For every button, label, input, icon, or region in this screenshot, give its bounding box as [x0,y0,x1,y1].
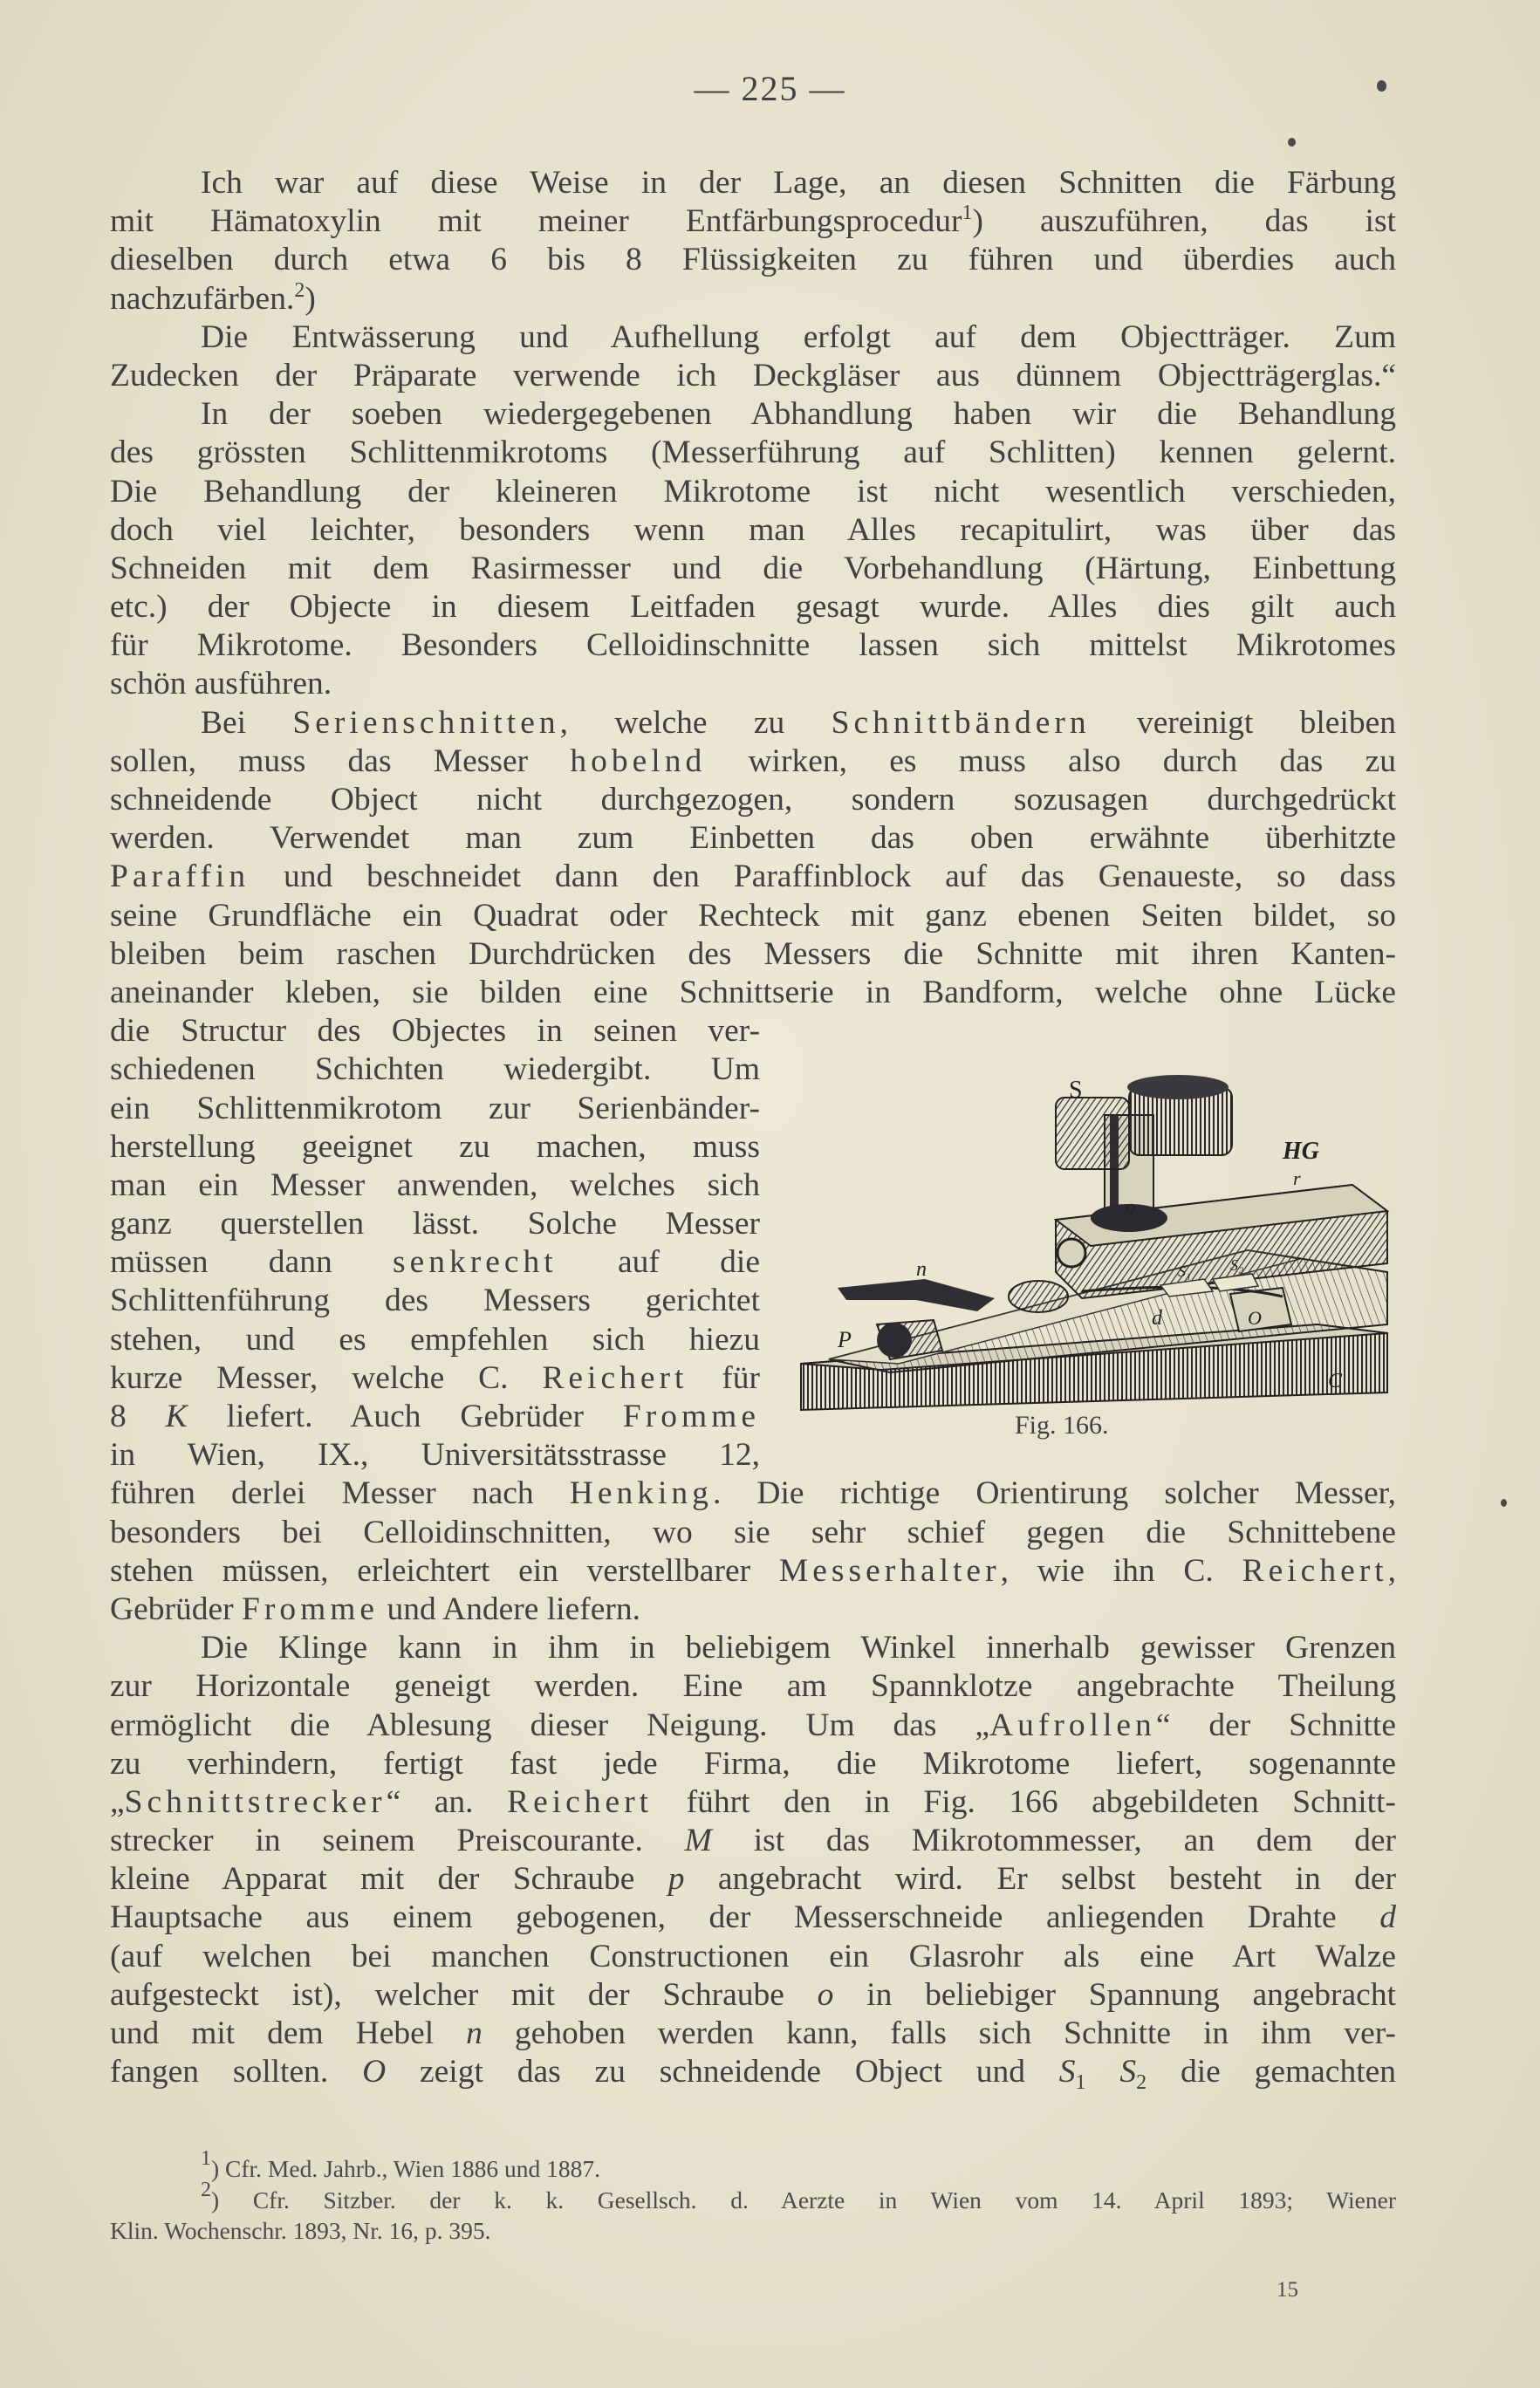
text-line: dieselben durch etwa 6 bis 8 Flüssigkeiten zu führen und überdies auch [110,242,1396,278]
footnote-line: $^1$) Cfr. Med. Jahrb., Wien 1886 und 1887. [201,2147,600,2182]
text-line: Die Klinge kann in ihm in beliebigem Winkel innerhalb gewisser Grenzen [201,1630,1396,1666]
figure-label-s2: S₂ [1230,1256,1244,1274]
figure-166-microtome-knife-holder [794,1063,1392,1438]
text-line: müssen dann senkrecht auf die [110,1244,760,1281]
text-line: zur Horizontale geneigt werden. Eine am Spannklotze angebrachte Theilung [110,1668,1396,1705]
figure-label-s1: S₁ [1178,1262,1192,1280]
ink-speck [1377,80,1386,92]
text-line: werden. Verwendet man zum Einbetten das oben erwähnte überhitzte [110,820,1396,857]
figure-label-r: r [1293,1167,1301,1189]
text-line: herstellung geeignet zu machen, muss [110,1128,760,1165]
text-line: Schlittenführung des Messers gerichtet [110,1283,760,1319]
text-line: führen derlei Messer nach Henking. Die richtige Orientirung solcher Messer, [110,1475,1396,1512]
text-line: Zudecken der Präparate verwende ich Deckgläser aus dünnem Objectträgerglas.“ [110,357,1396,393]
text-line: strecker in seinem Preiscourante. M ist das Mikrotommesser, an dem der [110,1823,1396,1859]
figure-label-d: d [1152,1307,1162,1330]
text-line: Schneiden mit dem Rasirmesser und die Vorbehandlung (Härtung, Einbettung [110,550,1396,586]
figure-label-n: n [916,1258,927,1281]
text-line: kleine Apparat mit der Schraube p angebracht wird. Er selbst besteht in der [110,1861,1397,1898]
text-line: seine Grundfläche ein Quadrat oder Rechteck mit ganz ebenen Seiten bildet, so [110,897,1396,934]
text-line: ein Schlittenmikrotom zur Serienbänder- [110,1090,760,1126]
text-line: in Wien, IX., Universitätsstrasse 12, [110,1437,760,1474]
text-line: die Structur des Objectes in seinen ver- [110,1013,760,1050]
figure-caption: Fig. 166. [1015,1411,1109,1440]
text-line: Hauptsache aus einem gebogenen, der Messerschneide anliegenden Drahte d [110,1899,1396,1936]
figure-label-s: S [1069,1077,1083,1104]
text-line: schiedenen Schichten wiedergibt. Um [110,1051,760,1088]
text-line: stehen müssen, erleichtert ein verstellbarer Messerhalter, wie ihn C. Reichert, [110,1552,1397,1589]
text-line: In der soeben wiedergegebenen Abhandlung haben wir die Behandlung [201,396,1396,433]
figure-label-o: o [1126,1195,1135,1217]
text-line: Die Entwässerung und Aufhellung erfolgt auf dem Objectträger. Zum [201,318,1396,355]
figure-label-p: P [838,1327,852,1352]
figure-label-c: C [1328,1370,1343,1392]
text-line: 8 K liefert. Auch Gebrüder Fromme [110,1399,760,1434]
ink-speck [1288,138,1296,147]
text-line: mit Hämatoxylin mit meiner Entfärbungsprocedur$^1$) auszuführen, das ist [110,202,1396,240]
text-line: sollen, muss das Messer hobelnd wirken, es muss also durch das zu [110,742,1396,779]
text-line: Ich war auf diese Weise in der Lage, an diesen Schnitten die Färbung [201,165,1396,201]
ink-speck [1501,1499,1507,1507]
text-line: Paraffin und beschneidet dann den Paraffinblock auf das Genaueste, so dass [110,859,1396,895]
text-line: Gebrüder Fromme und Andere liefern. [110,1591,640,1627]
signature-mark: 15 [1276,2278,1298,2302]
text-line: fangen sollten. O zeigt das zu schneidende Object und $S_1$ $S_2$ die gemachten [110,2054,1397,2095]
text-line: „Schnittstrecker“ an. Reichert führt den in Fig. 166 abgebildeten Schnitt- [110,1783,1396,1820]
microtome-engraving [794,1063,1392,1429]
text-line: doch viel leichter, besonders wenn man Alles recapitulirt, was über das [110,511,1396,548]
text-line: aufgesteckt ist), welcher mit der Schraube o in beliebiger Spannung angebracht [110,1976,1396,2013]
text-line: nachzufärben.$^2$) [110,278,316,317]
text-line: schön ausführen. [110,666,332,702]
text-line: für Mikrotome. Besonders Celloidinschnitte lassen sich mittelst Mikrotomes [110,627,1396,664]
footnote-line: Klin. Wochenschr. 1893, Nr. 16, p. 395. [110,2217,491,2244]
text-line: (auf welchen bei manchen Constructionen ein Glasrohr als eine Art Walze [110,1938,1396,1974]
text-line: zu verhindern, fertigt fast jede Firma, die Mikrotome liefert, sogenannte [110,1745,1396,1782]
text-line: aneinander kleben, sie bilden eine Schnittserie in Bandform, welche ohne Lücke [110,974,1396,1010]
text-line: etc.) der Objecte in diesem Leitfaden gesagt wurde. Alles dies gilt auch [110,589,1396,626]
figure-label-hg: HG [1283,1138,1319,1165]
text-line: Die Behandlung der kleineren Mikrotome ist nicht wesentlich verschieden, [110,473,1396,510]
figure-label-object: O [1248,1307,1262,1329]
text-line: stehen, und es empfehlen sich hiezu [110,1321,760,1358]
footnotes [110,2147,1396,2247]
page-number: — 225 — [694,69,846,108]
text-line: man ein Messer anwenden, welches sich [110,1167,760,1203]
text-line: schneidende Object nicht durchgezogen, sondern sozusagen durchgedrückt [110,782,1396,818]
text-line: des grössten Schlittenmikrotoms (Messerführung auf Schlitten) kennen gelernt. [110,434,1396,471]
text-line: Bei Serienschnitten, welche zu Schnittbändern vereinigt bleiben [201,704,1396,741]
text-line: und mit dem Hebel n gehoben werden kann, falls sich Schnitte in ihm ver- [110,2015,1396,2051]
footnote-line: $^2$) Cfr. Sitzber. der k. k. Gesellsch. d. Aerzte in Wien vom 14. April 1893; Wiener [201,2178,1396,2214]
text-line: bleiben beim raschen Durchdrücken des Messers die Schnitte mit ihren Kanten- [110,935,1396,972]
text-line: ganz querstellen lässt. Solche Messer [110,1206,760,1242]
text-line: kurze Messer, welche C. Reichert für [110,1359,760,1396]
text-line: ermöglicht die Ablesung dieser Neigung. Um das „Aufrollen“ der Schnitte [110,1707,1396,1743]
text-line: besonders bei Celloidinschnitten, wo sie sehr schief gegen die Schnittebene [110,1514,1396,1550]
